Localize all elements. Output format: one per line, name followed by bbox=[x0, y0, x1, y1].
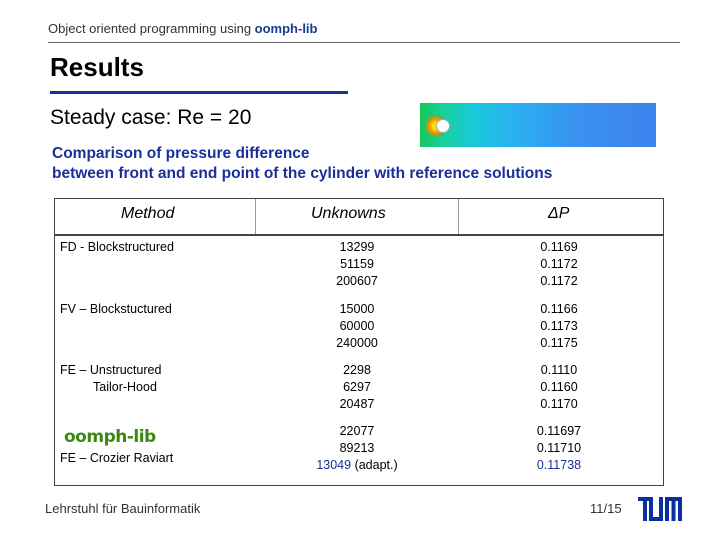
oomph-lib-logo: oomph-lib bbox=[64, 427, 156, 447]
dp-value: 0.1170 bbox=[540, 397, 578, 411]
unknowns-value: 51159 bbox=[340, 257, 374, 271]
column-header-dp: ΔP bbox=[548, 205, 570, 222]
footer-institution: Lehrstuhl für Bauinformatik bbox=[45, 501, 201, 516]
method-cell: FD - Blockstructured bbox=[60, 240, 174, 254]
dp-value: 0.1172 bbox=[540, 274, 578, 288]
title-underline bbox=[50, 91, 348, 94]
description-line-1: Comparison of pressure difference bbox=[52, 145, 310, 162]
dp-value: 0.1173 bbox=[540, 319, 578, 333]
dp-value: 0.11738 bbox=[536, 458, 582, 472]
header-divider bbox=[48, 42, 680, 43]
unknowns-value: 20487 bbox=[339, 397, 375, 411]
page-number: 11/15 bbox=[590, 501, 622, 516]
dp-value: 0.1175 bbox=[540, 336, 578, 350]
dp-value: 0.11710 bbox=[536, 441, 582, 455]
dp-value: 0.1172 bbox=[540, 257, 578, 271]
unknowns-suffix: (adapt.) bbox=[351, 458, 398, 472]
header-column-separator bbox=[458, 199, 459, 235]
unknowns-value: 22077 bbox=[339, 424, 375, 438]
dp-cell bbox=[500, 423, 618, 474]
unknowns-value: 6297 bbox=[343, 380, 371, 394]
dp-value: 0.1110 bbox=[540, 363, 578, 377]
slide-subtitle: Steady case: Re = 20 bbox=[50, 106, 252, 129]
comparison-description bbox=[52, 144, 552, 184]
unknowns-cell bbox=[300, 362, 414, 413]
unknowns-value: 240000 bbox=[336, 336, 378, 350]
header-column-separator bbox=[255, 199, 256, 235]
unknowns-value: 13049 bbox=[316, 458, 352, 472]
tum-logo-icon bbox=[638, 497, 682, 521]
method-line: Tailor-Hood bbox=[93, 380, 157, 394]
unknowns-value: 13299 bbox=[339, 240, 375, 254]
unknowns-value: 200607 bbox=[336, 274, 378, 288]
method-line: FE – Unstructured bbox=[60, 363, 162, 377]
flow-field-image bbox=[420, 103, 656, 147]
dp-cell bbox=[500, 362, 618, 413]
unknowns-value: 15000 bbox=[339, 302, 375, 316]
method-cell: FV – Blockstuctured bbox=[60, 302, 172, 316]
header-brand: oomph-lib bbox=[254, 21, 318, 36]
column-header-unknowns: Unknowns bbox=[311, 205, 386, 222]
method-cell: FE – Crozier Raviart bbox=[60, 451, 174, 465]
unknowns-cell bbox=[300, 239, 414, 290]
slide-title: Results bbox=[50, 52, 144, 82]
cylinder-shape bbox=[436, 119, 450, 133]
unknowns-value: 60000 bbox=[339, 319, 375, 333]
dp-value: 0.11697 bbox=[536, 424, 582, 438]
method-cell bbox=[60, 362, 161, 396]
dp-cell bbox=[500, 301, 618, 352]
unknowns-cell bbox=[300, 301, 414, 352]
unknowns-value: 89213 bbox=[339, 441, 375, 455]
dp-cell bbox=[500, 239, 618, 290]
dp-value: 0.1166 bbox=[540, 302, 578, 316]
unknowns-value: 2298 bbox=[343, 363, 371, 377]
dp-value: 0.1160 bbox=[540, 380, 578, 394]
header-text bbox=[48, 21, 318, 36]
column-header-method: Method bbox=[121, 205, 175, 222]
header-row-separator bbox=[54, 234, 664, 236]
dp-value: 0.1169 bbox=[540, 240, 578, 254]
description-line-2: between front and end point of the cylinder with reference solutions bbox=[52, 165, 553, 182]
unknowns-cell bbox=[300, 423, 414, 474]
header-prefix: Object oriented programming using bbox=[48, 21, 255, 36]
